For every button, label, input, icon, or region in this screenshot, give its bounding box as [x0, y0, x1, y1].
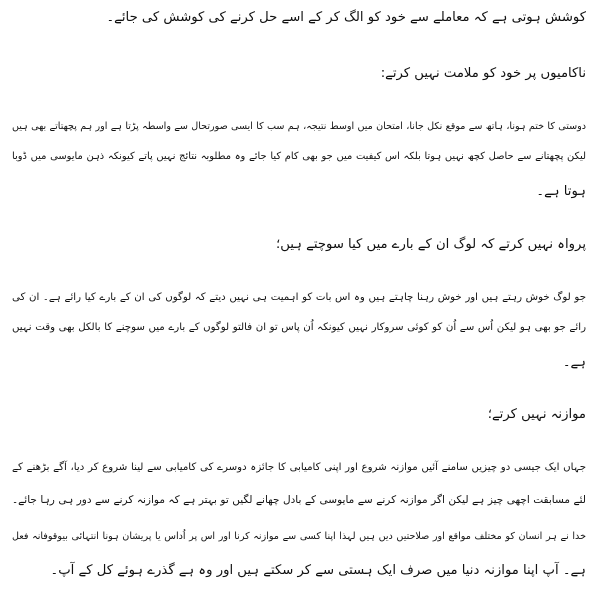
section-heading-comparison: موازنہ نہیں کرتے؛ — [487, 407, 586, 422]
paragraph-line: کوشش ہوتی ہے کہ معاملے سے خود کو الگ کر کے اسے حل کرنے کی کوشش کی جائے۔ — [106, 10, 586, 25]
paragraph-line: دوستی کا ختم ہونا، ہاتھ سے موقع نکل جانا، امتحان میں اوسط نتیجہ، ہم سب کا ایسی صورتحال سے واسطہ پڑتا ہے اور ہم پچھتاتے بھی ہیں — [12, 121, 586, 132]
paragraph-line: ہوتا ہے۔ — [536, 184, 586, 199]
paragraph-line: لئے مسابقت اچھی چیز ہے لیکن اگر موازنہ کرنے سے مایوسی کے بادل چھانے لگیں تو بہتر ہے کہ موازنہ کرنے سے دور ہی رہا جائے۔ — [12, 494, 586, 506]
paragraph-line: لیکن پچھتانے سے حاصل کچھ نہیں ہوتا بلکہ اس کیفیت میں جو بھی کام کیا جائے وہ مطلوبہ نتائج نہیں پاتے کیونکہ ذہن مایوسی میں ڈوبا — [12, 151, 586, 162]
section-heading-others-opinion: پرواہ نہیں کرتے کہ لوگ ان کے بارے میں کیا سوچتے ہیں؛ — [276, 237, 586, 252]
section-heading-self-blame: ناکامیوں پر خود کو ملامت نہیں کرتے: — [380, 66, 586, 81]
paragraph-line: جہاں ایک جیسی دو چیزیں سامنے آئیں موازنہ شروع اور اپنی کامیابی کا جائزہ دوسرے کی کامیابی سے لینا شروع کر دیا، آگے بڑھنے کے — [12, 462, 586, 473]
paragraph-line: خدا نے ہر انسان کو مختلف مواقع اور صلاحتیں دیں ہیں لہذا اپنا کسی سے موازنہ کرنا اور اس پر اُداس یا پریشان ہونا انتہائی بیوقوفانہ فعل — [12, 531, 586, 542]
paragraph-line: ہے۔ — [562, 355, 586, 370]
paragraph-line: جو لوگ خوش رہتے ہیں اور خوش رہنا چاہتے ہیں وہ اس بات کو اہمیت ہی نہیں دیتے کہ لوگوں کی ان کے بارے کیا رائے ہے۔ ان کی — [12, 292, 586, 303]
paragraph-line: ہے۔ آپ اپنا موازنہ دنیا میں صرف ایک ہستی سے کر سکتے ہیں اور وہ ہے گذرے ہوئے کل کے آپ۔ — [50, 563, 586, 578]
paragraph-line: رائے جو بھی ہو لیکن اُس سے اُن کو کوئی سروکار نہیں کیونکہ اُن پاس تو ان فالتو لوگوں کے بارے میں سوچنے کا بالکل بھی وقت نہیں — [12, 322, 586, 333]
